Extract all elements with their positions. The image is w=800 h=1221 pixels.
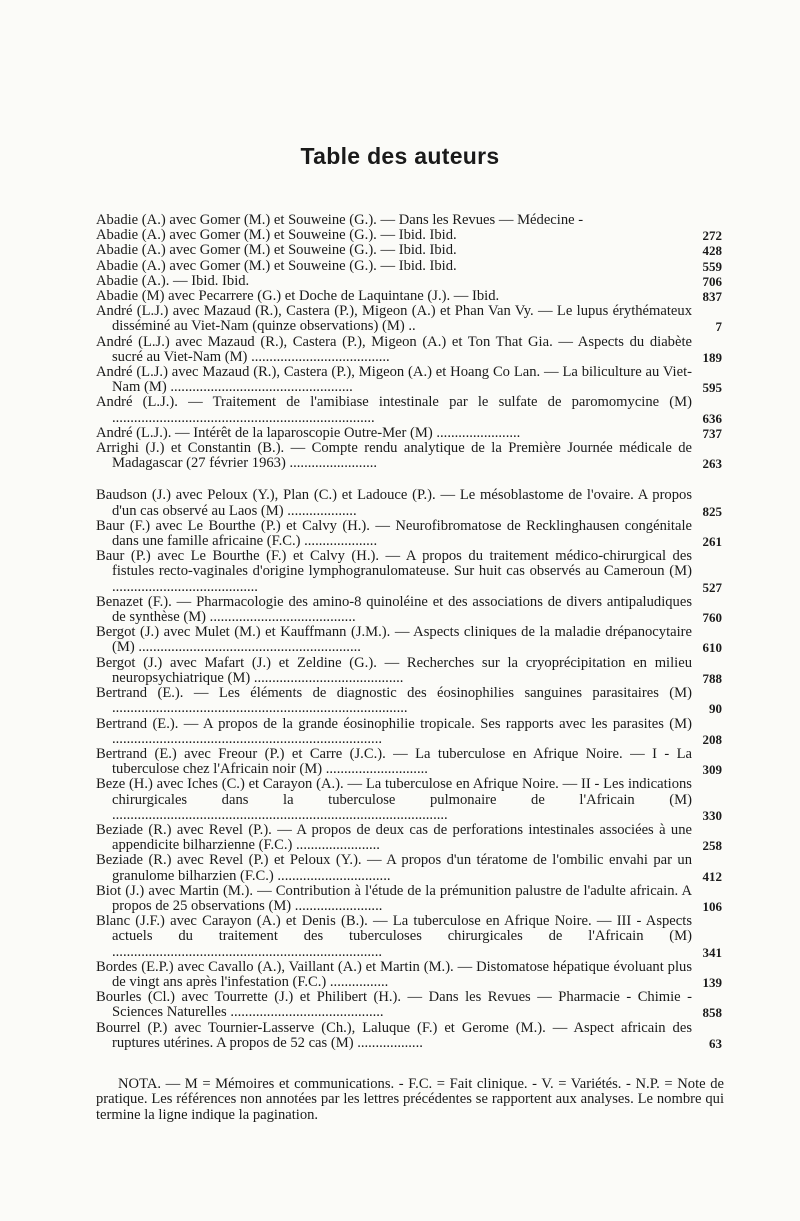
entry-page-number: 760 [702,610,722,626]
index-entry [96,395,722,425]
entry-page-number: 189 [702,349,722,365]
entry-page-number: 706 [702,273,722,289]
entry-text: Beze (H.) avec Iches (C.) et Carayon (A.). — La tuberculose en Afrique Noire. — II - Les indications chirurgicales dans la tuberculose pulmonaire de l'Africain (M) ............................................................................................ [96,776,692,823]
entry-text: Bourles (Cl.) avec Tourrette (J.) et Philibert (H.). — Dans les Revues — Pharmacie - Chimie - Sciences Naturelles .......................................... [96,989,692,1021]
entry-text: Biot (J.) avec Martin (M.). — Contribution à l'étude de la prémunition palustre de l'adulte africain. A propos de 25 observations (M) ........................ [96,882,692,914]
entry-text: Baur (P.) avec Le Bourthe (F.) et Calvy (H.). — A propos du traitement médico-chirurgical des fistules recto-vaginales d'origine lymphogranulomateuse. Sur huit cas observés au Cameroun (M) ........................................ [96,548,692,595]
index-entry [96,213,722,228]
entry-page-number: 208 [702,731,722,747]
author-index-list [96,213,722,1051]
entry-text: Bertrand (E.). — A propos de la grande éosinophilie tropicale. Ses rapports avec les parasites (M) .......................................................................... [96,715,692,747]
entry-page-number: 825 [702,503,722,519]
entry-page-number: 595 [702,380,722,396]
index-entry [96,884,722,914]
entry-text: Abadie (A.) avec Gomer (M.) et Souweine (G.). — Ibid. Ibid. [96,242,457,259]
index-entry [96,289,722,304]
section-gap [96,471,722,488]
entry-page-number: 341 [702,944,722,960]
index-entry [96,960,722,990]
entry-page-number: 90 [709,701,722,717]
index-entry [96,304,722,334]
entry-text: André (L.J.). — Intérêt de la laparoscopie Outre-Mer (M) ....................... [96,424,521,441]
entry-text: Bergot (J.) avec Mulet (M.) et Kauffmann (J.M.). — Aspects cliniques de la maladie drépanocytaire (M) ............................................................. [96,624,692,656]
entry-page-number: 258 [702,838,722,854]
index-entry [96,335,722,365]
entry-text: Bordes (E.P.) avec Cavallo (A.), Vaillant (A.) et Martin (M.). — Distomatose hépatique évoluant plus de vingt ans après l'infestation (F.C.) ................ [96,958,692,990]
entry-text: Arrighi (J.) et Constantin (B.). — Compte rendu analytique de la Première Journée médicale de Madagascar (27 février 1963) ........................ [96,440,692,472]
index-entry [96,686,722,716]
entry-page-number: 610 [702,640,722,656]
entry-text: Beziade (R.) avec Revel (P.) et Peloux (Y.). — A propos d'un tératome de l'ombilic envahi par un granulome bilharzien (F.C.) ............................... [96,852,692,884]
entry-page-number: 412 [702,868,722,884]
index-entry [96,747,722,777]
entry-page-number: 261 [702,534,722,550]
entry-page-number: 330 [702,807,722,823]
index-entry [96,426,722,441]
index-entry [96,853,722,883]
entry-page-number: 139 [702,974,722,990]
index-entry [96,823,722,853]
entry-page-number: 788 [702,670,722,686]
entry-text: Bourrel (P.) avec Tournier-Lasserve (Ch.), Laluque (F.) et Gerome (M.). — Aspect africain des ruptures utérines. A propos de 52 cas (M) .................. [96,1019,692,1051]
entry-page-number: 272 [702,228,722,244]
index-entry [96,1021,722,1051]
entry-text: Abadie (A.) avec Gomer (M.) et Souweine (G.). — Ibid. Ibid. [96,257,457,274]
entry-text: Blanc (J.F.) avec Carayon (A.) et Denis (B.). — La tuberculose en Afrique Noire. — III - Aspects actuels du traitement des tuberculoses chirurgicales de l'Africain (M) .......................................................................... [96,913,692,960]
entry-page-number: 837 [702,289,722,305]
index-entry [96,274,722,289]
index-entry [96,595,722,625]
entry-text: Abadie (A.). — Ibid. Ibid. [96,272,250,289]
entry-page-number: 63 [709,1035,722,1051]
index-entry [96,228,722,243]
entry-text: Abadie (M) avec Pecarrere (G.) et Doche de Laquintane (J.). — Ibid. [96,288,500,305]
entry-page-number: 106 [702,898,722,914]
index-entry [96,365,722,395]
entry-text: André (L.J.). — Traitement de l'amibiase intestinale par le sulfate de paromomycine (M) ........................................................................ [96,394,692,426]
entry-text: Bergot (J.) avec Mafart (J.) et Zeldine (G.). — Recherches sur la cryoprécipitation en milieu neuropsychiatrique (M) ......................................... [96,654,692,686]
nota-footnote: NOTA. — M = Mémoires et communications. - F.C. = Fait clinique. - V. = Variétés. - N.P. = Note de pratique. Les références non annotées par les lettres précédentes se rapportent aux analyses. Le nombre qui termine la ligne indique la pagination. [96,1076,724,1123]
entry-page-number: 858 [702,1005,722,1021]
index-entry [96,625,722,655]
entry-text: Bertrand (E.) avec Freour (P.) et Carre (J.C.). — La tuberculose en Afrique Noire. — I - La tuberculose chez l'Africain noir (M) ............................ [96,745,692,778]
index-entry [96,488,722,518]
index-entry [96,519,722,549]
entry-text: Benazet (F.). — Pharmacologie des amino-8 quinoléine et des associations de divers antipaludiques de synthèse (M) ........................................ [96,593,692,626]
index-entry [96,259,722,274]
entry-text: André (L.J.) avec Mazaud (R.), Castera (P.), Migeon (A.) et Ton That Gia. — Aspects du diabète sucré au Viet-Nam (M) ...................................... [96,333,692,365]
entry-page-number: 559 [702,258,722,274]
entry-text: Abadie (A.) avec Gomer (M.) et Souweine (G.). — Dans les Revues — Médecine - [96,212,584,228]
entry-page-number: 263 [702,456,722,472]
page-title: Table des auteurs [300,143,500,169]
entry-text: Abadie (A.) avec Gomer (M.) et Souweine (G.). — Ibid. Ibid. [96,227,457,244]
index-entry [96,717,722,747]
entry-page-number: 309 [702,762,722,778]
index-entry [96,990,722,1020]
entry-text: Beziade (R.) avec Revel (P.). — A propos de deux cas de perforations intestinales associées à une appendicite bilharzienne (F.C.) ....................... [96,821,692,854]
index-entry [96,243,722,258]
index-entry [96,656,722,686]
entry-text: André (L.J.) avec Mazaud (R.), Castera (P.), Migeon (A.) et Phan Van Vy. — Le lupus érythémateux disséminé au Viet-Nam (quinze observations) (M) .. [96,303,692,335]
entry-page-number: 636 [702,410,722,426]
entry-text: Bertrand (E.). — Les éléments de diagnostic des éosinophilies sanguines parasitaires (M) ................................................................................. [96,685,692,717]
entry-page-number: 428 [702,243,722,259]
entry-page-number: 527 [702,579,722,595]
index-entry [96,549,722,595]
entry-text: André (L.J.) avec Mazaud (R.), Castera (P.), Migeon (A.) et Hoang Co Lan. — La biliculture au Viet-Nam (M) .................................................. [96,364,692,396]
entry-page-number: 737 [702,425,722,441]
entry-text: Baur (F.) avec Le Bourthe (P.) et Calvy (H.). — Neurofibromatose de Recklinghausen congénitale dans une famille africaine (F.C.) .................... [96,517,692,550]
index-entry [96,777,722,823]
entry-page-number: 7 [715,319,722,335]
entry-text: Baudson (J.) avec Peloux (Y.), Plan (C.) et Ladouce (P.). — Le mésoblastome de l'ovaire. A propos d'un cas observé au Laos (M) ................... [96,487,692,519]
index-entry [96,441,722,471]
index-entry [96,914,722,960]
